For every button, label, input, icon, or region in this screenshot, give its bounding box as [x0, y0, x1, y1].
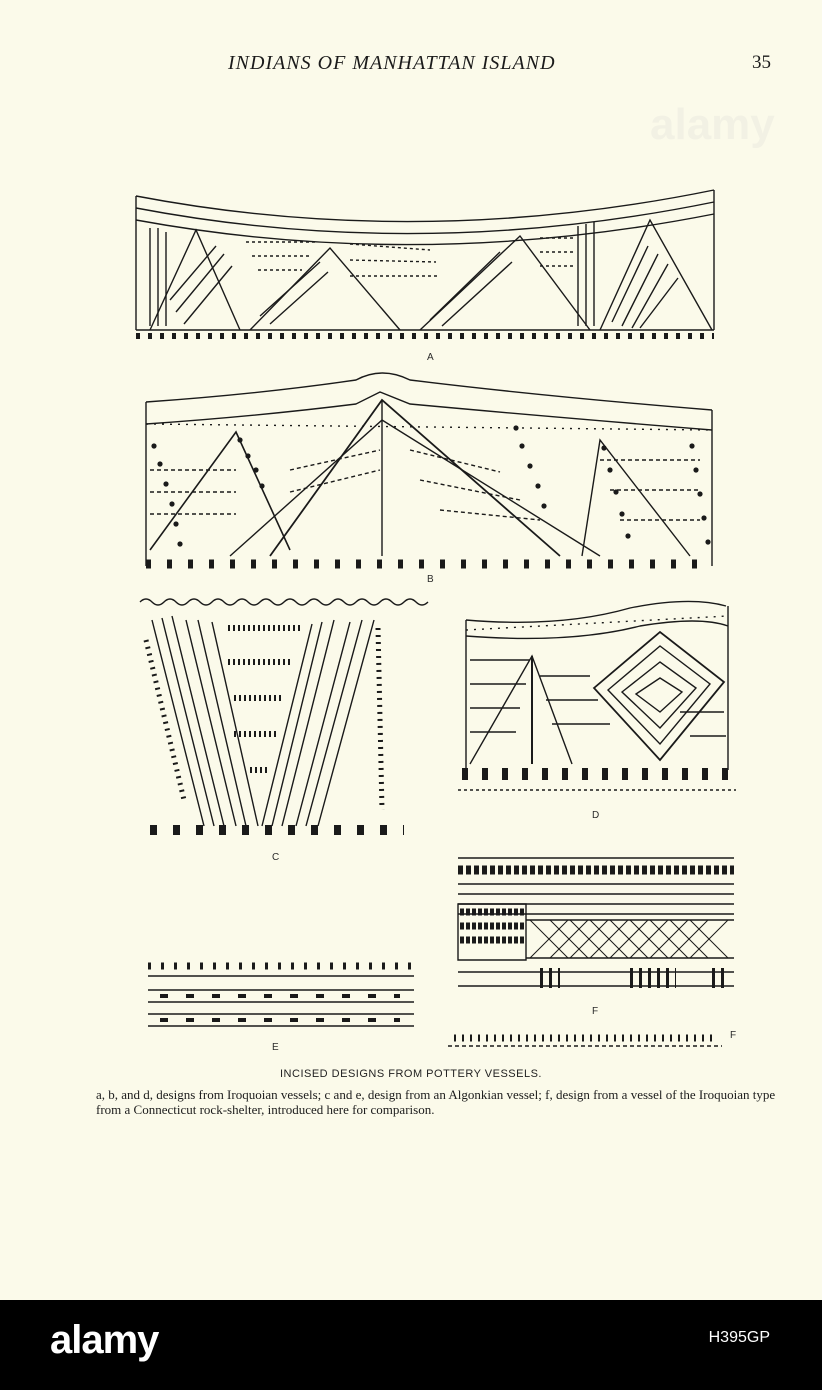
figure-f-design	[458, 858, 734, 986]
figure-d-design	[458, 601, 736, 790]
figure-label-c: C	[272, 852, 280, 863]
figure-label-e: E	[272, 1042, 279, 1053]
page-number: 35	[752, 52, 771, 73]
figure-label-b: B	[427, 574, 434, 585]
figure-a-design	[136, 190, 714, 336]
image-id: H395GP	[708, 1329, 770, 1346]
plate-title: INCISED DESIGNS FROM POTTERY VESSELS.	[280, 1068, 542, 1080]
figure-label-a: A	[427, 352, 434, 363]
plate-caption: a, b, and d, designs from Iroquoian vessels; c and e, design from an Algonkian vessel; f, design from a vessel of the Iroquoian type from a Connecticut rock-shelter, introduced here for comparison.	[96, 1087, 776, 1117]
figure-label-f: F	[592, 1006, 599, 1017]
figure-e-design	[148, 966, 414, 1026]
alamy-logo: alamy	[50, 1318, 159, 1362]
figure-f-strip	[448, 1038, 722, 1046]
figure-label-d: D	[592, 810, 600, 821]
figure-b-design	[146, 373, 712, 566]
figure-label-f-strip: F	[730, 1030, 737, 1041]
figure-c-design	[140, 599, 428, 830]
running-head: INDIANS OF MANHATTAN ISLAND	[228, 52, 556, 74]
watermark: alamy	[650, 100, 775, 149]
